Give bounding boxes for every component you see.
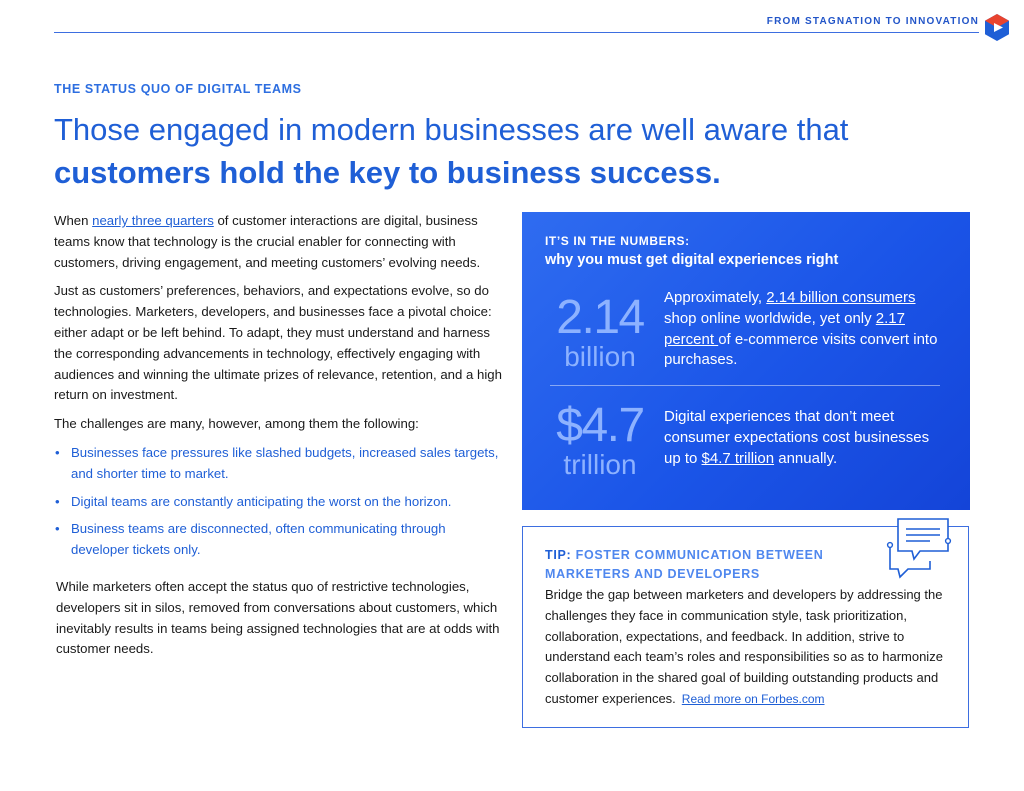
percent-link[interactable]: 2.17 percent: [664, 309, 905, 348]
stat-number: $4.7: [556, 399, 644, 452]
tip-heading: [545, 546, 865, 584]
p1-before: When: [54, 213, 93, 228]
bullet-text: Digital teams are constantly anticipating the worst on the horizon.: [71, 493, 452, 509]
tip-title: FOSTER COMMUNICATION BETWEEN MARKETERS AND DEVELOPERS: [545, 548, 824, 581]
paragraph-1: [54, 211, 506, 273]
headline-bold: customers hold the key to business success.: [54, 155, 721, 190]
tip-label: TIP:: [545, 548, 572, 562]
stat-description: [664, 407, 949, 469]
stat-number: 2.14: [556, 291, 644, 344]
p1-after: of customer interactions are digital, business teams know that technology is the crucial enabler for connecting with customers, driving engagement, and meeting customers’ evolving needs.: [54, 213, 481, 270]
stat-description: [664, 288, 949, 371]
paragraph-2: Just as customers’ preferences, behaviors, and expectations evolve, so do technologies. Marketers, developers, and businesses face a pivotal choice: either adapt or be left behind. To adapt, they must understand and harness the corresponding advancements in technology, effectively engaging with audiences and winning the ultimate prizes of relevance, retention, and a high return on investment.: [54, 283, 502, 403]
list-item: [54, 443, 506, 485]
consumers-link[interactable]: 2.14 billion consumers: [766, 289, 916, 306]
running-head: FROM STAGNATION TO INNOVATION: [766, 16, 979, 27]
bullet-icon: •: [55, 521, 60, 537]
bullet-text: Business teams are disconnected, often communicating through developer tickets only.: [71, 521, 446, 558]
section-eyebrow: THE STATUS QUO OF DIGITAL TEAMS: [54, 82, 302, 96]
nearly-three-quarters-link[interactable]: nearly three quarters: [92, 213, 214, 228]
tip-body-text: Bridge the gap between marketers and developers by addressing the challenges they face in communication style, task prioritization, collaboration, expectations, and feedback. In addition, strive to understand each team’s roles and responsibilities so as to harmonize collaboration in the shared goal of building outstanding products and customer experiences.: [545, 587, 943, 706]
stat-text-part: annually.: [774, 449, 838, 467]
stat-consumers: [544, 291, 656, 372]
stat-text-part: Digital experiences that don’t meet consumer expectations cost businesses up to: [664, 408, 930, 467]
brand-logo-icon: [985, 14, 1009, 41]
list-item: [54, 519, 506, 561]
paragraph-3: The challenges are many, however, among them the following:: [54, 416, 419, 432]
bullet-icon: •: [55, 493, 60, 509]
body-column: [54, 211, 506, 568]
numbers-eyebrow: IT’S IN THE NUMBERS:: [545, 234, 690, 248]
challenges-list: [54, 443, 506, 561]
stat-text-part: shop online worldwide, yet only: [664, 309, 876, 327]
bullet-icon: •: [55, 444, 60, 460]
forbes-link[interactable]: Read more on Forbes.com: [681, 691, 825, 706]
bullet-text: Businesses face pressures like slashed budgets, increased sales targets, and shorter time to market.: [71, 444, 499, 481]
page-headline: [54, 108, 854, 194]
chat-bubbles-icon: [886, 517, 952, 579]
tip-callout: [522, 526, 969, 728]
numbers-title: why you must get digital experiences right: [545, 252, 839, 268]
tip-body: [545, 585, 950, 710]
stat-text-part: Approximately,: [664, 289, 767, 306]
list-item: [54, 492, 506, 513]
header-rule: [54, 32, 979, 33]
stat-unit: billion: [564, 341, 636, 372]
headline-regular: Those engaged in modern businesses are well aware that: [54, 112, 849, 147]
numbers-divider: [550, 385, 940, 386]
stat-unit: trillion: [563, 449, 637, 480]
stat-text-part: of e-commerce visits convert into purchases.: [664, 330, 938, 369]
trillion-link[interactable]: $4.7 trillion: [701, 449, 775, 467]
numbers-callout: [522, 212, 970, 510]
closing-paragraph: While marketers often accept the status quo of restrictive technologies, developers sit in silos, removed from conversations about customers, which inevitably results in teams being assigned technologies that are at odds with customer needs.: [56, 579, 500, 657]
stat-trillion: [544, 399, 656, 480]
